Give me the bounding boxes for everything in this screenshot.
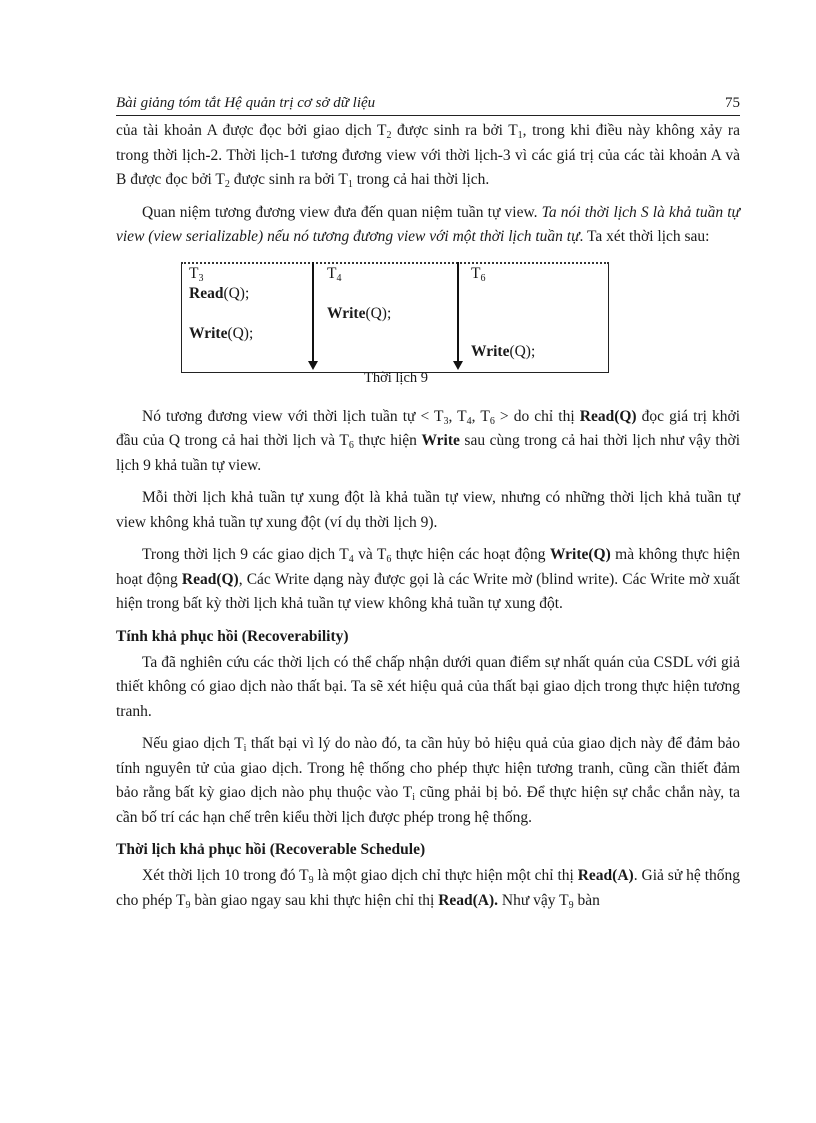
- paragraph-3: Nó tương đương view với thời lịch tuần tự < $T_3$, $T_4$, $T_6$ > do chỉ thị Read(Q) đọc giá trị khởi đầu của Q trong cả hai thời lịch và $T_6$ thực hiện Write sau cùng trong cả hai thời lịch như vậy thời lịch 9 khả tuần tự view.: [116, 407, 741, 474]
- op-write-q-t6: Write(Q);: [471, 342, 536, 360]
- transaction-label-t4: $T_4$: [327, 264, 342, 284]
- running-header: [116, 94, 740, 116]
- op-write-q-t3: Write(Q);: [189, 324, 254, 342]
- header-title: Bài giảng tóm tắt Hệ quản trị cơ sở dữ liệu: [116, 95, 376, 111]
- timeline-arrow-1: [312, 262, 314, 362]
- column-t6: [471, 264, 535, 362]
- heading-recoverability: Tính khả phục hồi (Recoverability): [116, 627, 349, 645]
- paragraph-8: Xét thời lịch 10 trong đó $T_9$ là một giao dịch chỉ thực hiện một chỉ thị Read(A). Giả sử hệ thống cho phép $T_9$ bàn giao ngay sau khi thực hiện chỉ thị Read(A). Như vậy $T_9$ bàn: [116, 867, 740, 911]
- paragraph-7: Nếu giao dịch $T_i$ thất bại vì lý do nào đó, ta cần hủy bỏ hiệu quả của giao dịch này để đảm bảo tính nguyên tử của giao dịch. Trong hệ thống cho phép thực hiện tương tranh, cũng cần thiết đảm bảo rằng bất kỳ giao dịch nào phụ thuộc vào $T_i$ cũng phải bị bỏ. Để thực hiện sự chắc chắn này, ta cần bố trí các hạn chế trên kiểu thời lịch được phép trong hệ thống.: [116, 735, 741, 826]
- page: [116, 94, 740, 913]
- column-t4: [327, 264, 391, 324]
- paragraph-5: Trong thời lịch 9 các giao dịch $T_4$ và $T_6$ thực hiện các hoạt động Write(Q) mà không thực hiện hoạt động Read(Q), Các Write dạng này được gọi là các Write mờ (blind write). Các Write mờ xuất hiện trong bất kỳ thời lịch khả tuần tự view không khả tuần tự xung đột.: [116, 546, 740, 612]
- transaction-label-t3: $T_3$: [189, 264, 204, 284]
- paragraph-4: Mỗi thời lịch khả tuần tự xung đột là khả tuần tự view, nhưng có những thời lịch khả tuần tự view không khả tuần tự xung đột (ví dụ thời lịch 9).: [116, 489, 740, 531]
- op-read-q: Read(Q);: [189, 284, 250, 302]
- paragraph-1: của tài khoản A được đọc bởi giao dịch $T_2$ được sinh ra bởi $T_1$, trong khi điều này không xảy ra trong thời lịch-2. Thời lịch-1 tương đương view với thời lịch-3 vì các giá trị của các tài khoản A và B được đọc bởi $T_2$ được sinh ra bởi $T_1$ trong cả hai thời lịch.: [116, 122, 740, 190]
- column-t3: [189, 264, 253, 344]
- heading-recoverable-schedule: Thời lịch khả phục hồi (Recoverable Schedule): [116, 841, 426, 858]
- paragraph-2: Quan niệm tương đương view đưa đến quan niệm tuần tự view. Ta nói thời lịch S là khả tuần tự view (view serializable) nếu nó tương đương view với một thời lịch tuần tự. Ta xét thời lịch sau:: [116, 203, 740, 245]
- timeline-arrow-2: [457, 262, 459, 362]
- transaction-label-t6: $T_6$: [471, 264, 486, 284]
- schedule-caption: Thời lịch 9: [363, 369, 429, 386]
- schedule-table: [181, 262, 609, 370]
- paragraph-6: Ta đã nghiên cứu các thời lịch có thể chấp nhận dưới quan điểm sự nhất quán của CSDL với giả thiết không có giao dịch nào thất bại. Ta sẽ xét hiệu quả của thất bại giao dịch trong thực hiện tương tranh.: [116, 653, 740, 720]
- op-write-q-t4: Write(Q);: [327, 304, 392, 322]
- page-number: 75: [725, 95, 740, 111]
